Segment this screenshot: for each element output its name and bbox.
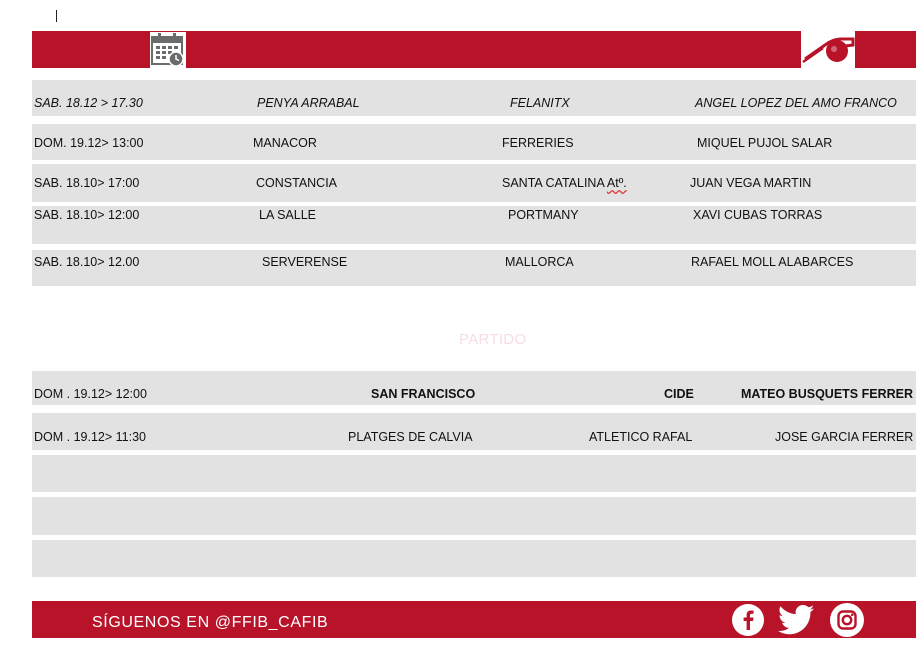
match-date: DOM . 19.12> 11:30 <box>34 430 146 444</box>
match-row-6 <box>32 371 916 405</box>
home-team: MANACOR <box>253 136 317 150</box>
away-team: FERRERIES <box>502 136 574 150</box>
calendar-icon <box>150 32 186 68</box>
empty-row <box>32 455 916 492</box>
home-team: SERVERENSE <box>262 255 348 269</box>
referee: MATEO BUSQUETS FERRER <box>741 387 913 401</box>
facebook-icon[interactable] <box>731 603 765 637</box>
match-row-3 <box>32 164 916 202</box>
referee: MIQUEL PUJOL SALAR <box>697 136 833 150</box>
match-date: DOM . 19.12> 12:00 <box>34 387 147 401</box>
home-team: PENYA ARRABAL <box>257 96 360 110</box>
empty-row <box>32 497 916 535</box>
home-team: PLATGES DE CALVIA <box>348 430 473 444</box>
match-date: SAB. 18.10> 12.00 <box>34 255 140 269</box>
match-date: SAB. 18.12 > 17.30 <box>34 96 143 110</box>
section-label: PARTIDO <box>459 331 527 348</box>
away-team: FELANITX <box>510 96 570 110</box>
text-cursor <box>56 10 57 22</box>
follow-us-text: SÍGUENOS EN @FFIB_CAFIB <box>92 614 329 631</box>
away-team-suffix: Atº. <box>606 176 627 190</box>
match-date: DOM. 19.12> 13:00 <box>34 136 144 150</box>
twitter-icon[interactable] <box>778 603 816 637</box>
match-row-7 <box>32 413 916 450</box>
home-team: SAN FRANCISCO <box>371 387 476 401</box>
away-team <box>502 177 627 190</box>
away-team-name: SANTA CATALINA <box>502 176 607 190</box>
match-date: SAB. 18.10> 17:00 <box>34 176 140 190</box>
empty-row <box>32 540 916 577</box>
match-date: SAB. 18.10> 12:00 <box>34 208 140 222</box>
match-row-2 <box>32 124 916 160</box>
referee: JOSE GARCIA FERRER <box>775 430 914 444</box>
home-team: LA SALLE <box>259 208 316 222</box>
referee: RAFAEL MOLL ALABARCES <box>691 255 854 269</box>
away-team: PORTMANY <box>508 208 579 222</box>
instagram-icon[interactable] <box>830 603 864 637</box>
referee: ANGEL LOPEZ DEL AMO FRANCO <box>695 96 897 110</box>
home-team: CONSTANCIA <box>256 176 338 190</box>
away-team: CIDE <box>664 387 694 401</box>
referee: JUAN VEGA MARTIN <box>690 176 812 190</box>
whistle-icon <box>801 31 855 68</box>
referee: XAVI CUBAS TORRAS <box>693 208 823 222</box>
match-row-4 <box>32 206 916 244</box>
match-row-5 <box>32 250 916 286</box>
away-team: ATLETICO RAFAL <box>589 430 693 444</box>
match-row-1 <box>32 80 916 116</box>
away-team: MALLORCA <box>505 255 574 269</box>
